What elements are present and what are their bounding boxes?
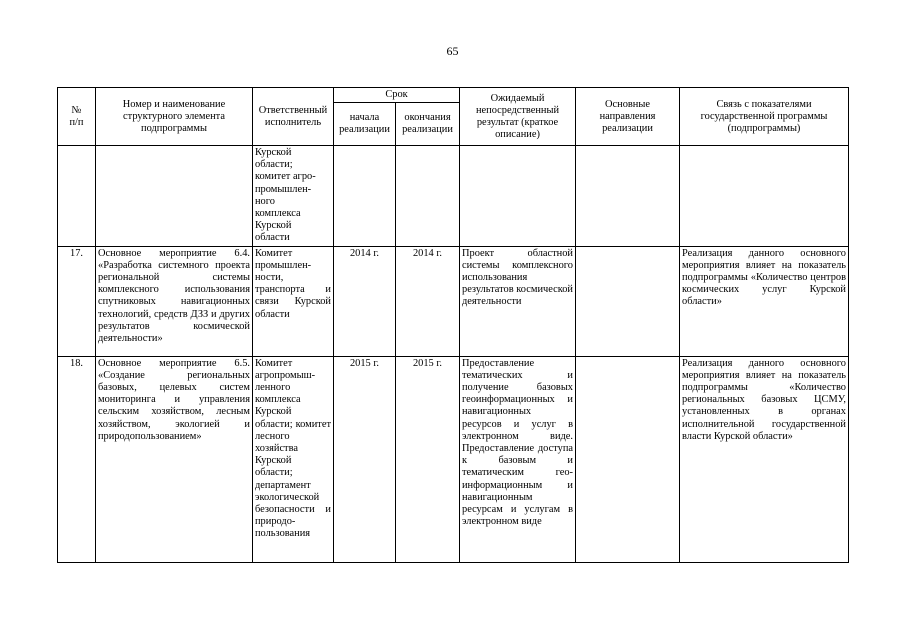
row-name: Основное мероприятие 6.4. «Разработка системного проекта региональной системы комплексного использования спутниковых навигационных технологий, средств ДЗЗ и других результатов космической деятельности» xyxy=(96,246,253,356)
row-name: Основное мероприятие 6.5. «Создание региональных базовых, целевых систем мониторинга и управления сельским хозяйством, лесным хозяйством, экологией и природопользованием» xyxy=(96,356,253,562)
row-result: Предоставление тематических и получение базовых геоинформационных и навигационных ресурсов и услуг в электронном виде. Предоставление доступа к базовым и тематическим гео-информационным и навигационным ресурсам и услугам в электронном виде xyxy=(460,356,576,562)
row-num xyxy=(58,146,96,247)
header-term: Срок xyxy=(334,88,460,103)
row-executor: Комитет промышлен-ности, транспорта и связи Курской области xyxy=(253,246,334,356)
row-name xyxy=(96,146,253,247)
row-num: 18. xyxy=(58,356,96,562)
row-directions xyxy=(576,246,680,356)
table-row xyxy=(58,246,849,356)
program-table xyxy=(57,87,849,563)
page-number: 65 xyxy=(446,44,459,58)
row-link xyxy=(680,146,849,247)
header-executor: Ответственный исполнитель xyxy=(253,88,334,146)
row-end xyxy=(396,146,460,247)
header-num: № п/п xyxy=(58,88,96,146)
header-term-start: начала реализации xyxy=(334,103,396,146)
row-executor: Курской области; комитет агро- промышлен- ного комплекса Курской области xyxy=(253,146,334,247)
header-link: Связь с показателями государственной программы (подпрограммы) xyxy=(680,88,849,146)
row-start: 2015 г. xyxy=(334,356,396,562)
row-end: 2014 г. xyxy=(396,246,460,356)
row-result: Проект областной системы комплексного использования результатов космической деятельности xyxy=(460,246,576,356)
row-link: Реализация данного основного мероприятия влияет на показатель подпрограммы «Количество региональных базовых ЦСМУ, установленных в органах исполнительной государственной власти Курской области» xyxy=(680,356,849,562)
header-row xyxy=(58,88,849,103)
header-result: Ожидаемый непосредственный результат (краткое описание) xyxy=(460,88,576,146)
row-directions xyxy=(576,146,680,247)
row-result xyxy=(460,146,576,247)
header-name: Номер и наименование структурного элемента подпрограммы xyxy=(96,88,253,146)
row-start: 2014 г. xyxy=(334,246,396,356)
row-end: 2015 г. xyxy=(396,356,460,562)
row-executor: Комитет агропромыш-ленного комплекса Курской области; комитет лесного хозяйства Курской области; департамент экологической безопасности и природо-пользования xyxy=(253,356,334,562)
row-start xyxy=(334,146,396,247)
row-directions xyxy=(576,356,680,562)
header-directions: Основные направления реализации xyxy=(576,88,680,146)
row-link: Реализация данного основного мероприятия влияет на показатель подпрограммы «Количество центров космических услуг Курской области» xyxy=(680,246,849,356)
table-row xyxy=(58,146,849,247)
row-num: 17. xyxy=(58,246,96,356)
table-row xyxy=(58,356,849,562)
header-term-end: окончания реализации xyxy=(396,103,460,146)
